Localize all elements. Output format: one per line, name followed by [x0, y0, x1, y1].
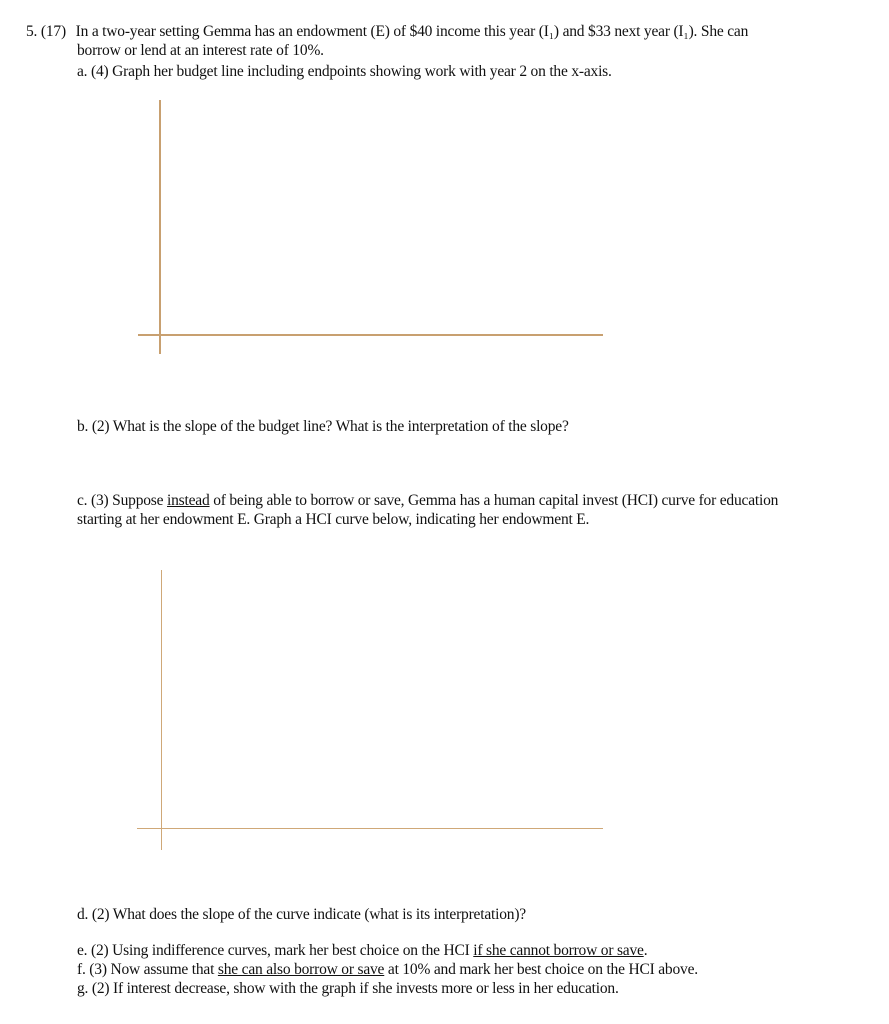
part-c-line1: [77, 492, 778, 510]
question-number: 5.: [26, 23, 38, 40]
part-e-text: [77, 942, 647, 960]
part-c-rest: of being able to borrow or save, Gemma has a human capital invest (HCI) curve for education: [209, 492, 779, 509]
part-f-text: [77, 961, 698, 979]
part-g-text: g. (2) If interest decrease, show with the graph if she invests more or less in her education.: [77, 980, 619, 997]
graph-c-x-axis: [137, 828, 603, 829]
part-f-prefix: f. (3) Now assume that: [77, 961, 218, 978]
part-f-suffix: at 10% and mark her best choice on the HCI above.: [384, 961, 698, 978]
question-intro-line2: borrow or lend at an interest rate of 10%.: [77, 42, 324, 59]
graph-c-y-axis: [161, 570, 162, 850]
part-a-text: a. (4) Graph her budget line including endpoints showing work with year 2 on the x-axis.: [77, 63, 612, 80]
part-d-text: d. (2) What does the slope of the curve indicate (what is its interpretation)?: [77, 906, 526, 923]
graph-a-x-axis: [138, 334, 603, 336]
question-header: [26, 23, 748, 41]
part-e-prefix: e. (2) Using indifference curves, mark her best choice on the HCI: [77, 942, 474, 959]
graph-a-y-axis: [159, 100, 161, 354]
part-c-underlined: instead: [167, 492, 210, 509]
part-c-prefix: c. (3) Suppose: [77, 492, 167, 509]
part-f-underlined: she can also borrow or save: [217, 961, 385, 978]
question-points: (17): [40, 23, 66, 40]
part-e-suffix: .: [643, 942, 648, 959]
question-intro-line1: In a two-year setting Gemma has an endowment (E) of $40 income this year (I₁) and $33 next year (I₁). She can: [75, 23, 749, 40]
part-c-line2: starting at her endowment E. Graph a HCI curve below, indicating her endowment E.: [77, 511, 590, 528]
part-b-text: b. (2) What is the slope of the budget line? What is the interpretation of the slope?: [77, 418, 569, 435]
part-e-underlined: if she cannot borrow or save: [473, 942, 644, 959]
